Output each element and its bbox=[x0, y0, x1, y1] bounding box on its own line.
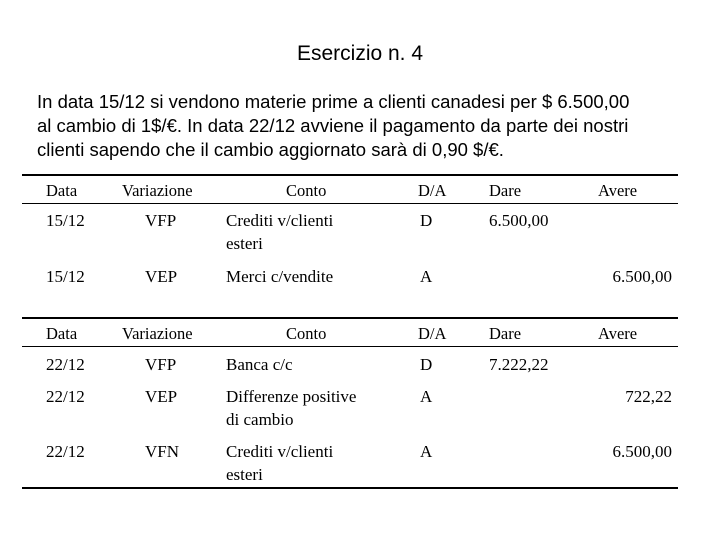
cell-conto: Merci c/vendite bbox=[226, 267, 334, 286]
exercise-text bbox=[37, 90, 687, 162]
table1-header-dare: Dare bbox=[489, 181, 522, 200]
cell-avere: 6.500,00 bbox=[612, 442, 672, 461]
table2-header-avere: Avere bbox=[598, 324, 638, 343]
table2-bottom-rule bbox=[22, 487, 678, 489]
table1-top-rule bbox=[22, 174, 678, 176]
table2-header-conto: Conto bbox=[286, 324, 327, 343]
cell-conto: Crediti v/clienti bbox=[226, 442, 334, 461]
table2-header-variazione: Variazione bbox=[122, 324, 193, 343]
table1-header-rule bbox=[22, 203, 678, 204]
cell-variazione: VEP bbox=[145, 267, 178, 286]
table1-header-conto: Conto bbox=[286, 181, 327, 200]
exercise-text-line: al cambio di 1$/€. In data 22/12 avviene il pagamento da parte dei nostri bbox=[37, 115, 629, 136]
cell-conto-cont: esteri bbox=[226, 465, 263, 484]
table2-header-da: D/A bbox=[418, 324, 447, 343]
cell-data: 15/12 bbox=[46, 267, 85, 286]
table1-header-avere: Avere bbox=[598, 181, 638, 200]
cell-avere: 6.500,00 bbox=[612, 267, 672, 286]
table2-header-rule bbox=[22, 346, 678, 347]
table2-header-data: Data bbox=[46, 324, 78, 343]
table1-header-variazione: Variazione bbox=[122, 181, 193, 200]
table2-header-dare: Dare bbox=[489, 324, 522, 343]
cell-conto-cont: esteri bbox=[226, 234, 263, 253]
cell-conto-cont: di cambio bbox=[226, 410, 294, 429]
cell-da: A bbox=[420, 442, 433, 461]
cell-dare: 6.500,00 bbox=[489, 211, 549, 230]
table2-top-rule bbox=[22, 317, 678, 319]
page-title: Esercizio n. 4 bbox=[296, 42, 424, 65]
table1-header-da: D/A bbox=[418, 181, 447, 200]
cell-avere: 722,22 bbox=[625, 387, 672, 406]
cell-variazione: VFP bbox=[145, 211, 177, 230]
cell-da: D bbox=[420, 211, 433, 230]
cell-dare: 7.222,22 bbox=[489, 355, 549, 374]
cell-variazione: VFN bbox=[145, 442, 180, 461]
cell-data: 15/12 bbox=[46, 211, 85, 230]
cell-data: 22/12 bbox=[46, 442, 85, 461]
exercise-text-line: clienti sapendo che il cambio aggiornato sarà di 0,90 $/€. bbox=[37, 139, 504, 160]
cell-da: A bbox=[420, 267, 433, 286]
cell-data: 22/12 bbox=[46, 355, 85, 374]
cell-conto: Differenze positive bbox=[226, 387, 357, 406]
cell-da: D bbox=[420, 355, 433, 374]
cell-variazione: VFP bbox=[145, 355, 177, 374]
table1-header-data: Data bbox=[46, 181, 78, 200]
cell-data: 22/12 bbox=[46, 387, 85, 406]
exercise-text-line: In data 15/12 si vendono materie prime a clienti canadesi per $ 6.500,00 bbox=[37, 91, 630, 112]
cell-da: A bbox=[420, 387, 433, 406]
cell-variazione: VEP bbox=[145, 387, 178, 406]
cell-conto: Crediti v/clienti bbox=[226, 211, 334, 230]
cell-conto: Banca c/c bbox=[226, 355, 293, 374]
